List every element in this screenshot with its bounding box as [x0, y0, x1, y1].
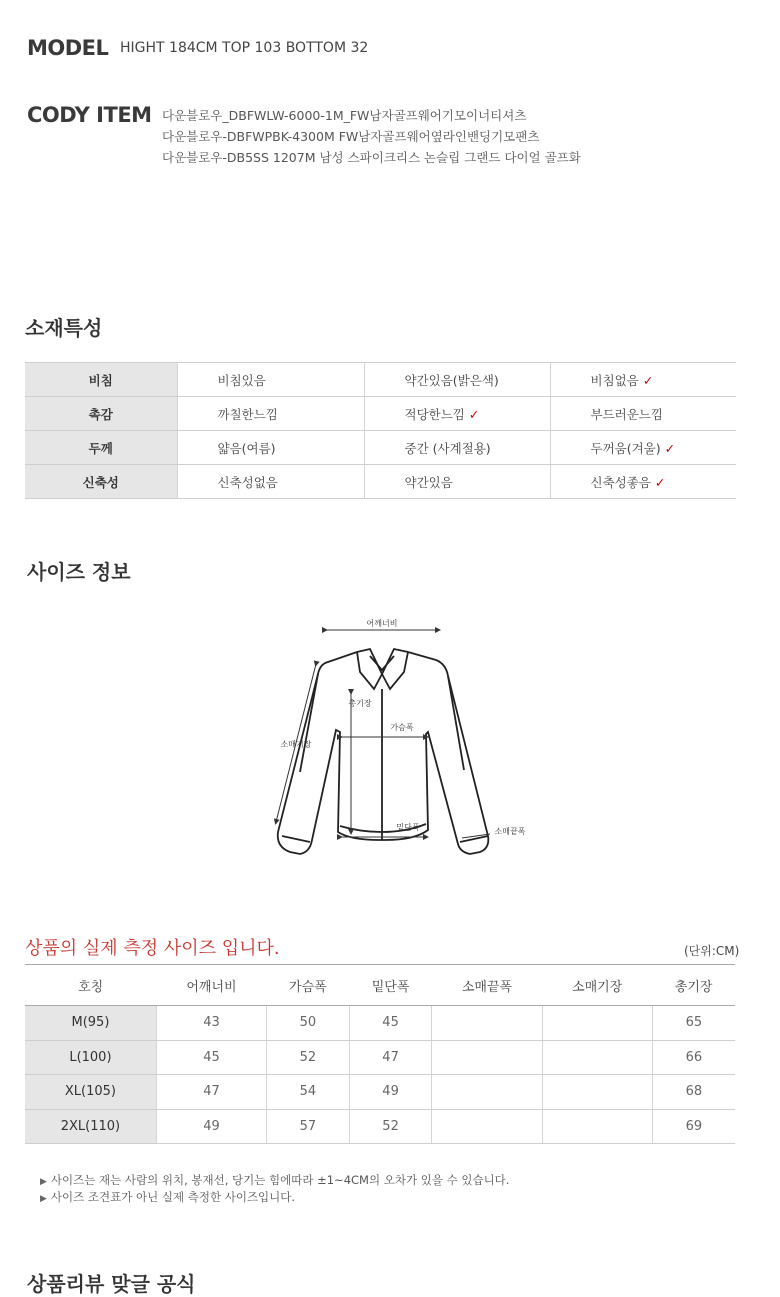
cody-item: 다운블로우_DBFWLW-6000-1M_FW남자골프웨어기모이너티셔츠: [162, 108, 527, 123]
size-cell: 47: [156, 1075, 266, 1110]
size-row: [25, 1075, 735, 1110]
material-row-label: 촉감: [25, 397, 177, 431]
size-column-header: 호칭: [25, 965, 156, 1006]
note-line: [40, 1190, 509, 1207]
size-info-title: 사이즈 정보: [27, 560, 131, 584]
size-row: [25, 1040, 735, 1075]
material-row: [25, 397, 736, 431]
check-icon: ✓: [664, 440, 676, 456]
size-cell: 65: [652, 1006, 735, 1041]
size-cell: [432, 1075, 542, 1110]
size-cell: [432, 1006, 542, 1041]
size-cell: 49: [156, 1109, 266, 1144]
model-label: MODEL: [27, 36, 109, 60]
material-row-label: 신축성: [25, 465, 177, 499]
size-row-label: M(95): [25, 1006, 156, 1041]
check-icon: ✓: [654, 474, 666, 490]
size-cell: 45: [156, 1040, 266, 1075]
bullet-triangle-icon: ▶: [40, 1194, 47, 1204]
unit-label: (단위:CM): [684, 944, 740, 958]
size-cell: 45: [349, 1006, 432, 1041]
material-option: [550, 431, 736, 465]
size-cell: 69: [652, 1109, 735, 1144]
material-option: [364, 431, 550, 465]
material-table: [25, 362, 736, 499]
cody-item-list: [162, 105, 581, 168]
material-row-label: 두께: [25, 431, 177, 465]
size-table-title: 상품의 실제 측정 사이즈 입니다.: [25, 938, 280, 959]
material-option: [177, 465, 364, 499]
note-line: [40, 1173, 509, 1190]
size-row: [25, 1109, 735, 1144]
size-cell: [542, 1040, 652, 1075]
material-option: [550, 397, 736, 431]
material-option-text: 부드러운느낌: [590, 406, 663, 422]
jacket-outline: [278, 649, 489, 854]
size-cell: 49: [349, 1075, 432, 1110]
next-section-title: 상품리뷰 맞글 공식: [27, 1272, 196, 1296]
size-cell: [542, 1109, 652, 1144]
material-option: [364, 465, 550, 499]
size-row-label: XL(105): [25, 1075, 156, 1110]
material-option-text: 비침있음: [217, 372, 266, 388]
chest-label: 가슴폭: [390, 723, 414, 732]
cody-item-label: CODY ITEM: [27, 103, 152, 127]
material-option-text: 비침없음: [590, 372, 639, 388]
size-column-header: 밑단폭: [349, 965, 432, 1006]
note-text: 사이즈는 재는 사람의 위치, 봉재선, 당기는 힘에따라 ±1~4CM의 오차가 있을 수 있습니다.: [50, 1173, 510, 1187]
size-row-label: L(100): [25, 1040, 156, 1075]
material-option-text: 약간있음(밝은색): [404, 372, 499, 388]
material-option: [550, 363, 736, 397]
size-cell: [432, 1040, 542, 1075]
material-option-text: 두꺼움(겨울): [590, 440, 661, 456]
material-option-text: 까칠한느낌: [217, 406, 278, 422]
size-column-header: 어깨너비: [156, 965, 266, 1006]
length-label: 총기장: [348, 699, 372, 708]
material-option-text: 적당한느낌: [404, 406, 465, 422]
size-notes: [40, 1173, 509, 1207]
size-column-header: 소매끝폭: [432, 965, 542, 1006]
material-row-label: 비침: [25, 363, 177, 397]
size-cell: 57: [267, 1109, 350, 1144]
material-option-text: 신축성없음: [217, 474, 278, 490]
check-icon: ✓: [468, 406, 480, 422]
material-option: [177, 363, 364, 397]
size-column-header: 총기장: [652, 965, 735, 1006]
size-cell: [432, 1109, 542, 1144]
note-text: 사이즈 조견표가 아닌 실제 측정한 사이즈입니다.: [50, 1190, 296, 1204]
material-option-text: 약간있음: [404, 474, 453, 490]
bullet-triangle-icon: ▶: [40, 1177, 47, 1187]
size-cell: 43: [156, 1006, 266, 1041]
material-option-text: 신축성좋음: [590, 474, 651, 490]
size-cell: [542, 1075, 652, 1110]
size-cell: 66: [652, 1040, 735, 1075]
size-cell: [542, 1006, 652, 1041]
size-column-header: 가슴폭: [267, 965, 350, 1006]
material-option: [364, 363, 550, 397]
size-cell: 68: [652, 1075, 735, 1110]
material-row: [25, 465, 736, 499]
material-option: [550, 465, 736, 499]
material-option: [177, 397, 364, 431]
cody-item: 다운블로우-DBFWPBK-4300M FW남자골프웨어옆라인밴딩기모팬츠: [162, 129, 540, 144]
material-option: [177, 431, 364, 465]
size-row-label: 2XL(110): [25, 1109, 156, 1144]
size-cell: 52: [349, 1109, 432, 1144]
material-section-title: 소재특성: [25, 316, 103, 340]
jacket-measurement-diagram: [260, 612, 540, 872]
material-option: [364, 397, 550, 431]
size-cell: 54: [267, 1075, 350, 1110]
hem-label: 밑단폭: [396, 823, 420, 832]
size-cell: 52: [267, 1040, 350, 1075]
cody-item: 다운블로우-DB5SS 1207M 남성 스파이크리스 논슬립 그랜드 다이얼 골프화: [162, 150, 581, 165]
size-cell: 47: [349, 1040, 432, 1075]
size-table: [25, 964, 735, 1144]
cuff-label: 소매끝폭: [494, 827, 526, 836]
check-icon: ✓: [642, 372, 654, 388]
material-option-text: 중간 (사계절용): [404, 440, 491, 456]
material-option-text: 얇음(여름): [217, 440, 276, 456]
size-cell: 50: [267, 1006, 350, 1041]
material-row: [25, 431, 736, 465]
size-row: [25, 1006, 735, 1041]
sleeve-length-label: 소매기장: [280, 740, 312, 749]
size-column-header: 소매기장: [542, 965, 652, 1006]
material-row: [25, 363, 736, 397]
shoulder-label: 어깨너비: [366, 619, 398, 628]
model-measurements: HIGHT 184CM TOP 103 BOTTOM 32: [120, 40, 369, 56]
